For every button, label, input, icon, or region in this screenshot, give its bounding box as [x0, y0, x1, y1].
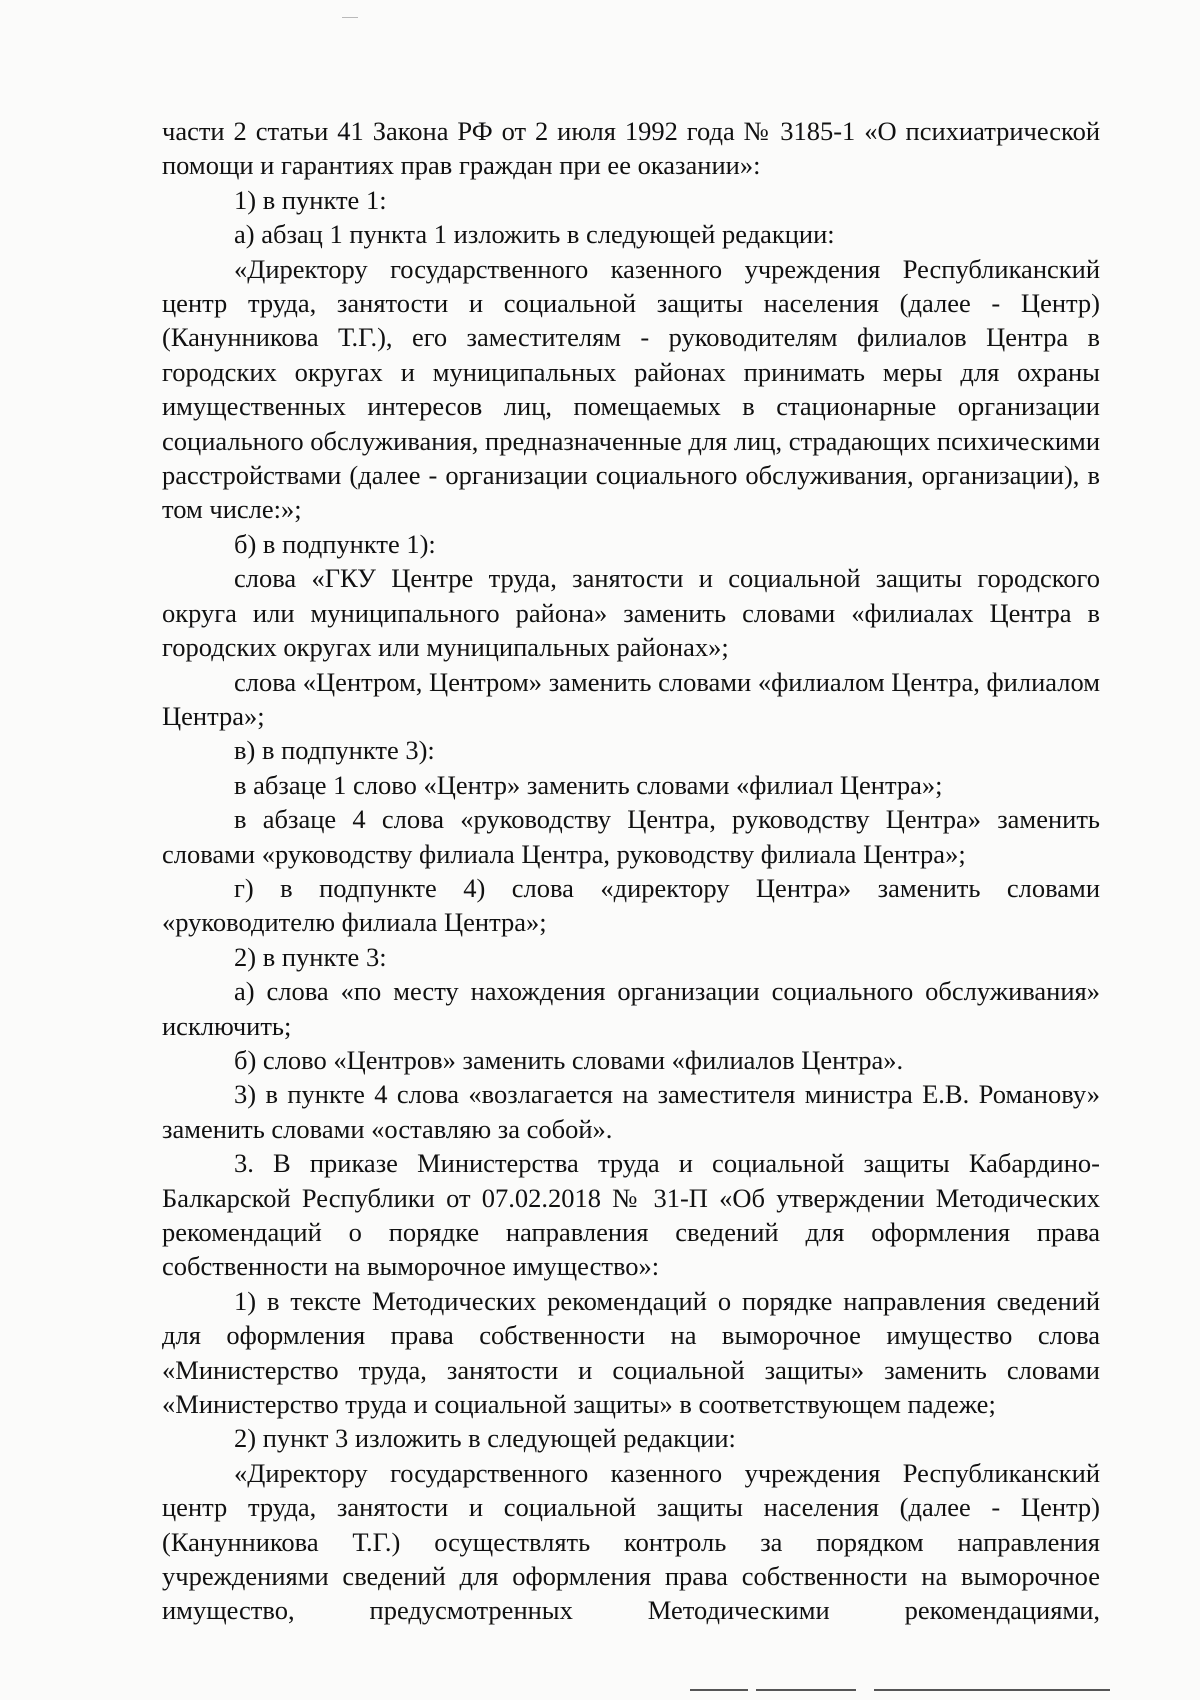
- document-paragraph: б) в подпункте 1):: [234, 528, 436, 559]
- document-paragraph: 3. В приказе Министерства труда и социальной защиты Кабардино-Балкарской Республики от 07.02.2018 № 31-П «Об утверждении Методических рекомендаций о порядке направления сведений для оформления права собственности на выморочное имущество»:: [162, 1148, 1100, 1282]
- document-body: [162, 114, 1100, 1628]
- document-paragraph: 3) в пункте 4 слова «возлагается на заместителя министра Е.В. Романову» заменить словами «оставляю за собой».: [162, 1079, 1100, 1144]
- document-paragraph: 1) в пункте 1:: [234, 184, 387, 215]
- footer-lines: [690, 1689, 1110, 1693]
- document-paragraph: б) слово «Центров» заменить словами «филиалов Центра».: [234, 1044, 904, 1075]
- document-paragraph: 2) в пункте 3:: [234, 941, 387, 972]
- document-paragraph: 1) в тексте Методических рекомендаций о порядке направления сведений для оформления права собственности на выморочное имущество слова «Министерство труда, занятости и социальной защиты» заменить словами «Министерство труда и социальной защиты» в соответствующем падеже;: [162, 1285, 1100, 1420]
- document-paragraph: в) в подпункте 3):: [234, 735, 435, 766]
- document-paragraph: «Директору государственного казенного учреждения Республиканский центр труда, занятости и социальной защиты населения (далее - Центр) (Канунникова Т.Г.), его заместителям - руководителям филиалов Центра в городских округах и муниципальных районах принимать меры для охраны имущественных интересов лиц, помещаемых в стационарные организации социального обслуживания, предназначенные для лиц, страдающих психическими расстройствами (далее - организации социального обслуживания, организации), в том числе:»;: [162, 253, 1100, 525]
- footer-line: [756, 1689, 856, 1691]
- document-paragraph: 2) пункт 3 изложить в следующей редакции:: [234, 1423, 736, 1454]
- document-paragraph: а) слова «по месту нахождения организации социального обслуживания» исключить;: [162, 976, 1100, 1041]
- document-paragraph: в абзаце 4 слова «руководству Центра, руководству Центра» заменить словами «руководству филиала Центра, руководству филиала Центра»;: [162, 804, 1100, 869]
- document-paragraph: г) в подпункте 4) слова «директору Центра» заменить словами «руководителю филиала Центра»;: [162, 872, 1100, 938]
- document-paragraph: части 2 статьи 41 Закона РФ от 2 июля 1992 года № 3185-1 «О психиатрической помощи и гарантиях прав граждан при ее оказании»:: [162, 116, 1100, 181]
- document-paragraph: «Директору государственного казенного учреждения Республиканский центр труда, занятости и социальной защиты населения (далее - Центр) (Канунникова Т.Г.) осуществлять контроль за порядком направления учреждениями сведений для оформления права собственности на выморочное имущество, предусмотренных Методическими рекомендациями,: [162, 1457, 1100, 1626]
- footer-line: [874, 1689, 1110, 1691]
- scan-artifact: [342, 17, 358, 18]
- document-paragraph: а) абзац 1 пункта 1 изложить в следующей редакции:: [234, 219, 835, 250]
- document-paragraph: в абзаце 1 слово «Центр» заменить словами «филиал Центра»;: [234, 769, 943, 800]
- footer-line: [690, 1689, 748, 1691]
- document-paragraph: слова «Центром, Центром» заменить словами «филиалом Центра, филиалом Центра»;: [162, 666, 1100, 731]
- document-paragraph: слова «ГКУ Центре труда, занятости и социальной защиты городского округа или муниципального района» заменить словами «филиалах Центра в городских округах или муниципальных районах»;: [162, 563, 1100, 663]
